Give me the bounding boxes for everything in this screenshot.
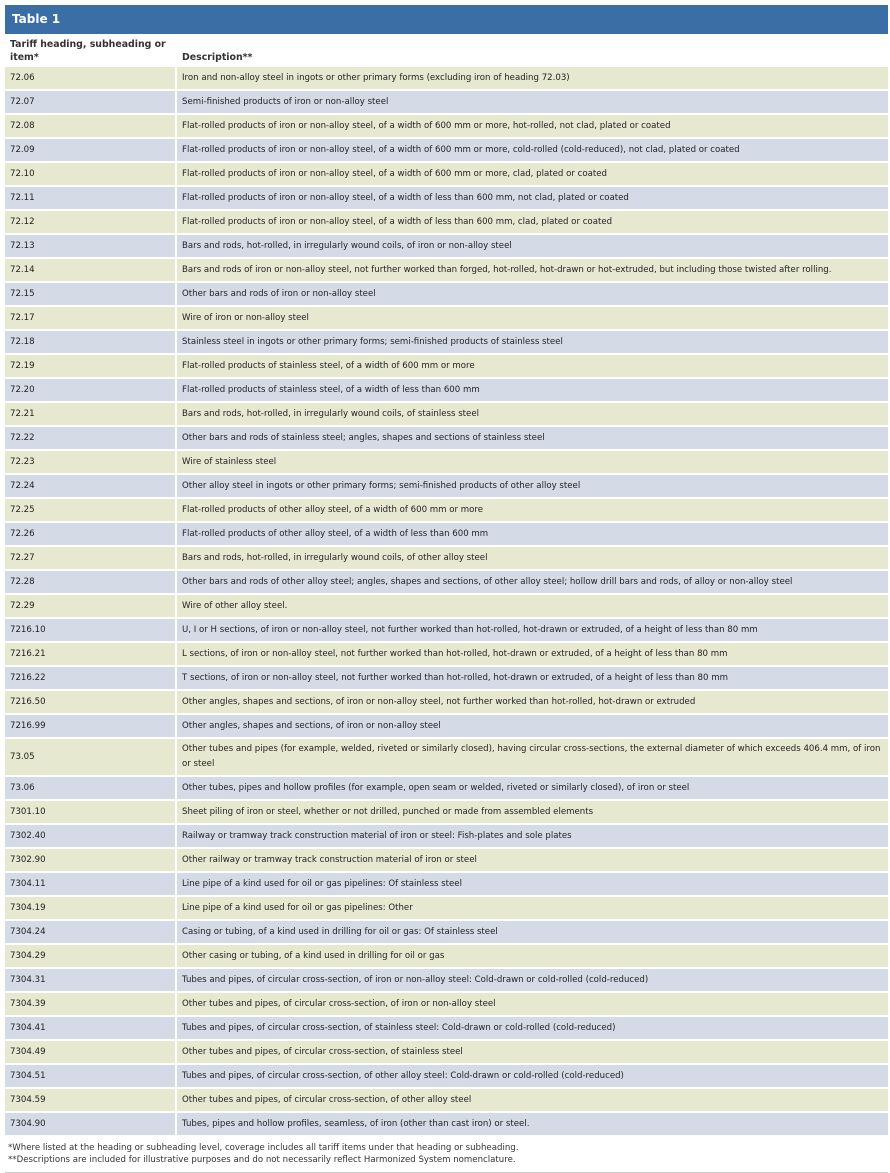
table-row: [5, 523, 888, 547]
table-row: [5, 427, 888, 451]
table-row: [5, 801, 888, 825]
tariff-code-cell: 7304.24: [5, 921, 177, 945]
tariff-code-cell: 72.26: [5, 523, 177, 547]
table-row: [5, 1017, 888, 1041]
description-cell: Flat-rolled products of iron or non-alloy steel, of a width of less than 600 mm, not clad, plated or coated: [177, 187, 888, 211]
description-cell: Bars and rods, hot-rolled, in irregularly wound coils, of stainless steel: [177, 403, 888, 427]
footnotes: [5, 1137, 888, 1166]
description-cell: T sections, of iron or non-alloy steel, not further worked than hot-rolled, hot-drawn or extruded, of a height of less than 80 mm: [177, 667, 888, 691]
description-cell: Stainless steel in ingots or other primary forms; semi-finished products of stainless steel: [177, 331, 888, 355]
table-row: [5, 379, 888, 403]
table-row: [5, 139, 888, 163]
table-body: [5, 67, 888, 1137]
table-row: [5, 235, 888, 259]
table-row: [5, 451, 888, 475]
tariff-code-cell: 72.18: [5, 331, 177, 355]
table-row: [5, 873, 888, 897]
description-cell: Line pipe of a kind used for oil or gas pipelines: Other: [177, 897, 888, 921]
tariff-code-cell: 72.25: [5, 499, 177, 523]
tariff-code-cell: 72.27: [5, 547, 177, 571]
description-cell: Other railway or tramway track construction material of iron or steel: [177, 849, 888, 873]
tariff-code-cell: 72.17: [5, 307, 177, 331]
description-cell: Tubes and pipes, of circular cross-section, of stainless steel: Cold-drawn or cold-rolled (cold-reduced): [177, 1017, 888, 1041]
table-row: [5, 283, 888, 307]
tariff-code-cell: 72.20: [5, 379, 177, 403]
tariff-code-cell: 7304.19: [5, 897, 177, 921]
tariff-code-cell: 72.07: [5, 91, 177, 115]
description-cell: Tubes, pipes and hollow profiles, seamless, of iron (other than cast iron) or steel.: [177, 1113, 888, 1137]
tariff-code-cell: 7302.40: [5, 825, 177, 849]
tariff-code-cell: 7216.21: [5, 643, 177, 667]
table-row: [5, 115, 888, 139]
description-cell: Other angles, shapes and sections, of iron or non-alloy steel: [177, 715, 888, 739]
tariff-code-cell: 7216.99: [5, 715, 177, 739]
description-cell: Wire of other alloy steel.: [177, 595, 888, 619]
description-cell: Bars and rods, hot-rolled, in irregularly wound coils, of other alloy steel: [177, 547, 888, 571]
description-cell: Railway or tramway track construction material of iron or steel: Fish-plates and sole plates: [177, 825, 888, 849]
description-cell: Other bars and rods of other alloy steel; angles, shapes and sections, of other alloy steel; hollow drill bars and rods, of alloy or non-alloy steel: [177, 571, 888, 595]
table-row: [5, 1065, 888, 1089]
table-row: [5, 475, 888, 499]
description-cell: Other angles, shapes and sections, of iron or non-alloy steel, not further worked than hot-rolled, hot-drawn or extruded: [177, 691, 888, 715]
description-cell: Wire of iron or non-alloy steel: [177, 307, 888, 331]
table-row: [5, 571, 888, 595]
tariff-code-cell: 72.21: [5, 403, 177, 427]
column-header-code: Tariff heading, subheading or item*: [5, 34, 177, 67]
table-row: [5, 91, 888, 115]
description-cell: Semi-finished products of iron or non-alloy steel: [177, 91, 888, 115]
description-cell: Other tubes and pipes (for example, welded, riveted or similarly closed), having circular cross-sections, the external diameter of which exceeds 406.4 mm, of iron or steel: [177, 739, 888, 777]
description-cell: U, I or H sections, of iron or non-alloy steel, not further worked than hot-rolled, hot-drawn or extruded, of a height of less than 80 mm: [177, 619, 888, 643]
description-cell: Other tubes and pipes, of circular cross-section, of stainless steel: [177, 1041, 888, 1065]
tariff-code-cell: 7304.29: [5, 945, 177, 969]
tariff-code-cell: 72.13: [5, 235, 177, 259]
description-cell: Flat-rolled products of stainless steel, of a width of 600 mm or more: [177, 355, 888, 379]
table-row: [5, 945, 888, 969]
table-row: [5, 777, 888, 801]
description-cell: Other bars and rods of stainless steel; angles, shapes and sections of stainless steel: [177, 427, 888, 451]
table-row: [5, 403, 888, 427]
table-row: [5, 1113, 888, 1137]
tariff-code-cell: 7301.10: [5, 801, 177, 825]
tariff-code-cell: 72.09: [5, 139, 177, 163]
table-row: [5, 67, 888, 91]
table-row: [5, 739, 888, 777]
table-header-row: [5, 34, 888, 67]
table-row: [5, 499, 888, 523]
table-row: [5, 969, 888, 993]
table-row: [5, 849, 888, 873]
description-cell: Flat-rolled products of iron or non-alloy steel, of a width of less than 600 mm, clad, plated or coated: [177, 211, 888, 235]
tariff-code-cell: 7304.59: [5, 1089, 177, 1113]
tariff-code-cell: 72.29: [5, 595, 177, 619]
tariff-code-cell: 72.24: [5, 475, 177, 499]
description-cell: Flat-rolled products of iron or non-alloy steel, of a width of 600 mm or more, cold-rolled (cold-reduced), not clad, plated or coated: [177, 139, 888, 163]
tariff-code-cell: 72.23: [5, 451, 177, 475]
description-cell: Flat-rolled products of other alloy steel, of a width of less than 600 mm: [177, 523, 888, 547]
footnote-heading-coverage: *Where listed at the heading or subheading level, coverage includes all tariff items under that heading or subheading.: [8, 1143, 519, 1153]
tariff-code-cell: 73.06: [5, 777, 177, 801]
table-row: [5, 667, 888, 691]
description-cell: Flat-rolled products of iron or non-alloy steel, of a width of 600 mm or more, clad, plated or coated: [177, 163, 888, 187]
tariff-table-panel: [5, 5, 888, 1173]
tariff-code-cell: 7302.90: [5, 849, 177, 873]
tariff-code-cell: 72.15: [5, 283, 177, 307]
tariff-code-cell: 7304.39: [5, 993, 177, 1017]
table-row: [5, 163, 888, 187]
description-cell: Flat-rolled products of stainless steel, of a width of less than 600 mm: [177, 379, 888, 403]
column-header-description: Description**: [177, 34, 888, 67]
table-row: [5, 691, 888, 715]
tariff-code-cell: 72.11: [5, 187, 177, 211]
description-cell: Flat-rolled products of other alloy steel, of a width of 600 mm or more: [177, 499, 888, 523]
description-cell: Sheet piling of iron or steel, whether or not drilled, punched or made from assembled elements: [177, 801, 888, 825]
table-row: [5, 187, 888, 211]
description-cell: Other alloy steel in ingots or other primary forms; semi-finished products of other alloy steel: [177, 475, 888, 499]
tariff-code-cell: 7304.51: [5, 1065, 177, 1089]
tariff-table: [5, 34, 888, 1137]
tariff-code-cell: 72.06: [5, 67, 177, 91]
table-row: [5, 331, 888, 355]
description-cell: Other tubes and pipes, of circular cross-section, of other alloy steel: [177, 1089, 888, 1113]
table-row: [5, 643, 888, 667]
description-cell: L sections, of iron or non-alloy steel, not further worked than hot-rolled, hot-drawn or extruded, of a height of less than 80 mm: [177, 643, 888, 667]
description-cell: Tubes and pipes, of circular cross-section, of iron or non-alloy steel: Cold-drawn or cold-rolled (cold-reduced): [177, 969, 888, 993]
table-row: [5, 921, 888, 945]
table-row: [5, 715, 888, 739]
description-cell: Casing or tubing, of a kind used in drilling for oil or gas: Of stainless steel: [177, 921, 888, 945]
description-cell: Bars and rods, hot-rolled, in irregularly wound coils, of iron or non-alloy steel: [177, 235, 888, 259]
tariff-code-cell: 7216.50: [5, 691, 177, 715]
description-cell: Other bars and rods of iron or non-alloy steel: [177, 283, 888, 307]
table-row: [5, 897, 888, 921]
table-row: [5, 993, 888, 1017]
description-cell: Line pipe of a kind used for oil or gas pipelines: Of stainless steel: [177, 873, 888, 897]
description-cell: Bars and rods of iron or non-alloy steel, not further worked than forged, hot-rolled, hot-drawn or hot-extruded, but including those twisted after rolling.: [177, 259, 888, 283]
description-cell: Flat-rolled products of iron or non-alloy steel, of a width of 600 mm or more, hot-rolled, not clad, plated or coated: [177, 115, 888, 139]
table-title: Table 1: [5, 5, 888, 34]
tariff-code-cell: 7304.49: [5, 1041, 177, 1065]
tariff-code-cell: 72.12: [5, 211, 177, 235]
tariff-code-cell: 72.19: [5, 355, 177, 379]
tariff-code-cell: 72.28: [5, 571, 177, 595]
table-row: [5, 595, 888, 619]
tariff-code-cell: 72.14: [5, 259, 177, 283]
table-row: [5, 355, 888, 379]
tariff-code-cell: 72.22: [5, 427, 177, 451]
table-row: [5, 307, 888, 331]
tariff-code-cell: 7304.11: [5, 873, 177, 897]
description-cell: Tubes and pipes, of circular cross-section, of other alloy steel: Cold-drawn or cold-rolled (cold-reduced): [177, 1065, 888, 1089]
footnote-descriptions: **Descriptions are included for illustrative purposes and do not necessarily reflect Harmonized System nomenclature.: [8, 1155, 516, 1165]
table-row: [5, 259, 888, 283]
table-row: [5, 211, 888, 235]
description-cell: Iron and non-alloy steel in ingots or other primary forms (excluding iron of heading 72.03): [177, 67, 888, 91]
tariff-code-cell: 72.10: [5, 163, 177, 187]
tariff-code-cell: 7304.31: [5, 969, 177, 993]
table-row: [5, 1041, 888, 1065]
tariff-code-cell: 7304.90: [5, 1113, 177, 1137]
tariff-code-cell: 73.05: [5, 739, 177, 777]
tariff-code-cell: 7216.22: [5, 667, 177, 691]
description-cell: Wire of stainless steel: [177, 451, 888, 475]
tariff-code-cell: 7216.10: [5, 619, 177, 643]
description-cell: Other tubes, pipes and hollow profiles (for example, open seam or welded, riveted or similarly closed), of iron or steel: [177, 777, 888, 801]
table-row: [5, 825, 888, 849]
table-row: [5, 619, 888, 643]
tariff-code-cell: 72.08: [5, 115, 177, 139]
table-row: [5, 547, 888, 571]
table-row: [5, 1089, 888, 1113]
description-cell: Other tubes and pipes, of circular cross-section, of iron or non-alloy steel: [177, 993, 888, 1017]
tariff-code-cell: 7304.41: [5, 1017, 177, 1041]
description-cell: Other casing or tubing, of a kind used in drilling for oil or gas: [177, 945, 888, 969]
